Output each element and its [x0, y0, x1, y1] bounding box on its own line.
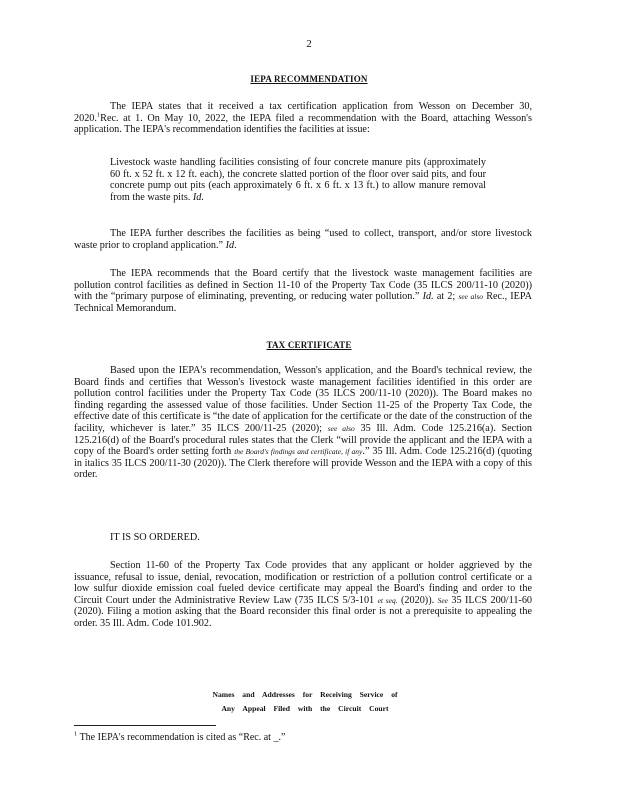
- iepa-p1-text-b: Rec. at 1. On May 10, 2022, the IEPA filed a recommendation with the Board, attaching Wesson's application. The IEPA's recommendation identifies the facilities at issue:: [74, 112, 532, 136]
- tax-certificate-paragraph: [74, 365, 532, 481]
- appeal-et-seq: et seq.: [377, 595, 398, 605]
- iepa-paragraph-1: [74, 101, 532, 136]
- service-heading-line-1: Names and Addresses for Receiving Service of: [212, 690, 398, 699]
- tax-p1-text-a: Based upon the IEPA's recommendation, Wesson's application, and the Board's technical review, the Board finds and certifies that Wesson's livestock waste management facilities identified in this order are pollution control facilities under the Property Tax Code (35 ILCS 200/11-10 (2020)). The Board makes no finding regarding the assessed value of those facilities. Under Section 11-25 of the Property Tax Code, the effective date of this certificate is “the date of application for the certificate or the date of the construction of the facility, whichever is later.” 35 ILCS 200/11-25 (2020);: [74, 365, 532, 434]
- iepa-p2-end: .: [234, 239, 237, 251]
- tax-p1-text-c: .” 35 Ill. Adm. Code 125.216(d) (quoting in italics 35 ILCS 200/11-30 (2020)). The Clerk therefore will provide Wesson and the IEPA with a copy of this order.: [74, 446, 532, 481]
- footnote-reference-mark: 1: [96, 111, 101, 119]
- so-ordered-line: IT IS SO ORDERED.: [110, 532, 200, 543]
- iepa-p3-see-also: see also: [458, 292, 484, 302]
- tax-p1-quoted-italics: the Board's findings and certificate, if any: [234, 447, 363, 457]
- appeal-see: See: [437, 595, 448, 605]
- iepa-p3-text-a: The IEPA recommends that the Board certify that the livestock waste management facilities are pollution control facilities as defined in Section 11-10 of the Property Tax Code (35 ILCS 200/11-10 (2020)) with the “primary purpose of eliminating, preventing, or reducing water pollution.”: [74, 268, 532, 303]
- tax-certificate-heading: TAX CERTIFICATE: [266, 340, 352, 350]
- iepa-quote-cite: Id.: [192, 191, 204, 203]
- page-number: 2: [306, 38, 312, 50]
- footnote-mark: 1: [74, 730, 78, 738]
- iepa-p3-text-b: at 2;: [436, 291, 456, 303]
- tax-p1-see-also: see also: [327, 423, 355, 433]
- iepa-paragraph-2: [74, 228, 532, 251]
- iepa-recommendation-heading: IEPA RECOMMENDATION: [250, 74, 368, 84]
- iepa-facility-quote: [110, 157, 486, 203]
- iepa-p3-cite-id: Id.: [422, 291, 434, 303]
- appeal-text-c: 35 ILCS 200/11-60 (2020). Filing a motion asking that the Board reconsider this final order is not a prerequisite to appealing the order. 35 Ill. Adm. Code 101.902.: [74, 594, 533, 629]
- footnote-divider: [74, 725, 216, 726]
- appeal-text-a: Section 11-60 of the Property Tax Code provides that any applicant or holder aggrieved by the issuance, refusal to issue, denial, revocation, modification or restriction of a pollution control certificate or a low sulfur dioxide emission coal fueled device certificate may appeal the Board's finding and order to the Circuit Court under the Administrative Review Law (735 ILCS 5/3-101: [74, 560, 532, 606]
- iepa-p2-cite: Id: [225, 239, 235, 251]
- tax-p1-text-b: 35 Ill. Adm. Code 125.216(a). Section 125.216(d) of the Board's procedural rules states that the Clerk “will provide the applicant and the IEPA with a copy of the Board's order setting forth: [74, 422, 532, 458]
- service-heading-line-2: Any Appeal Filed with the Circuit Court: [221, 704, 389, 713]
- iepa-p1-text-a: The IEPA states that it received a tax certification application from Wesson on December 30, 2020.: [74, 101, 532, 124]
- footnote: [74, 732, 534, 744]
- iepa-quote-text: Livestock waste handling facilities consisting of four concrete manure pits (approximately 60 ft. x 52 ft. x 12 ft. each), the concrete slatted portion of the floor over said pits, and four concrete pump out pits (each approximately 6 ft. x 6 ft. x 13 ft.) to allow manure removal from the waste pits.: [110, 157, 486, 203]
- iepa-p2-text: The IEPA further describes the facilities as being “used to collect, transport, and/or store livestock waste prior to cropland application.”: [74, 228, 532, 251]
- iepa-paragraph-3: [74, 268, 532, 314]
- iepa-p3-text-c: Rec., IEPA Technical Memorandum.: [74, 291, 532, 314]
- appeal-paragraph: [74, 560, 532, 630]
- appeal-text-b: (2020)).: [401, 594, 435, 606]
- footnote-text: The IEPA's recommendation is cited as “Rec. at _.”: [79, 732, 286, 743]
